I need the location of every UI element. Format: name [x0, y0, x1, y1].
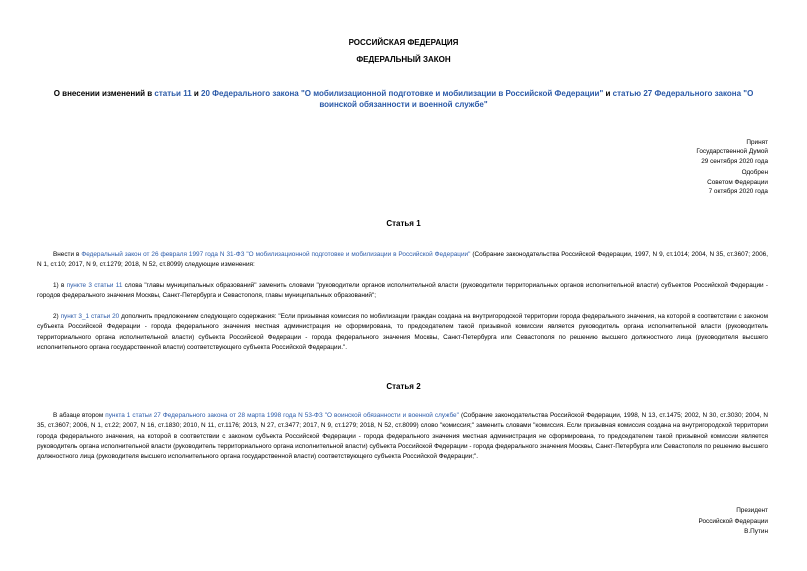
link-law-31-fz[interactable]: Федеральный закон от 26 февраля 1997 года N 31-ФЗ "О мобилизационной подготовке и мобилизации в Российской Федерации"	[81, 251, 471, 258]
article-2-heading: Статья 2	[386, 382, 421, 391]
article-2-text: В абзаце втором пункта 1 статьи 27 Федерального закона от 28 марта 1998 года N 53-ФЗ "О воинской обязанности и военной службе" (Собрание законодательства Российской Федерации, 1998, N 13, ст.1475; 2002, N 30, ст.3030; 2004, N 35, ст.3607; 2006, N 1, ст.22; 2007, N 16, ст.1830; 2010, N 11, ст.1176; 2013, N 27, ст.3477; 2017, N 9, ст.1279; 2018, N 52, ст.8099) слово "комиссия;" заменить словами "комиссия. Если призывная комиссия создана на внутригородской территории города федерального значения, на которой в соответствии с законом субъекта Российской Федерации - города федерального значения местная администрация не сформирована, то председателем такой призывной комиссии является руководитель органа исполнительной власти (руководитель территориального органа исполнительной власти) субъекта Российской Федерации - города федерального значения Москвы, Санкт-Петербурга или Севастополя по решению высшего должностного лица (руководителя высшего исполнительного органа государственной власти) соответствующего субъекта Российской Федерации;".	[37, 412, 768, 461]
adoption-line: Государственной Думой	[696, 148, 768, 156]
country-heading: РОССИЙСКАЯ ФЕДЕРАЦИЯ	[348, 38, 459, 47]
approval-date: 7 октября 2020 года	[708, 188, 768, 196]
signature-block	[568, 506, 768, 538]
adoption-date: 29 сентября 2020 года	[701, 157, 768, 165]
title-link-article-11[interactable]: статьи 11	[154, 89, 192, 98]
title-text: О внесении изменений в	[53, 89, 155, 98]
article-1-heading: Статья 1	[386, 219, 421, 228]
adoption-info	[568, 138, 768, 196]
title-link-article-27[interactable]: статью 27	[612, 89, 653, 98]
adoption-line: Принят	[746, 139, 768, 146]
link-law-53-fz[interactable]: пункта 1 статьи 27 Федерального закона от 28 марта 1998 года N 53-ФЗ "О воинской обязанности и военной службе"	[105, 412, 459, 419]
signature-title: Российской Федерации	[698, 517, 768, 525]
title-text: и	[603, 89, 613, 98]
signature-name: В.Путин	[744, 528, 768, 535]
doc-type-heading: ФЕДЕРАЛЬНЫЙ ЗАКОН	[356, 55, 451, 64]
link-article-11-point-3[interactable]: пункте 3 статьи 11	[66, 282, 123, 289]
signature-title: Президент	[736, 507, 768, 514]
approval-line: Советом Федерации	[707, 178, 768, 186]
article-1-item-1: 1) в пункте 3 статьи 11 слова "главы муниципальных образований" заменить словами "руководители органов исполнительной власти (руководители территориальных органов исполнительной власти) субъектов Российской Федерации - городов федерального значения Москвы, Санкт-Петербурга и Севастополя, главы муниципальных образований";	[37, 282, 768, 300]
link-article-20-point-3-1[interactable]: пункт 3_1 статьи 20	[60, 313, 120, 320]
title-link-mobilization-law[interactable]: 20 Федерального закона "О мобилизационной подготовке и мобилизации в Российской Федерации"	[201, 89, 604, 98]
law-title	[40, 88, 767, 110]
article-1-item-2: 2) пункт 3_1 статьи 20 дополнить предложением следующего содержания: "Если призывная комиссия по мобилизации граждан создана на внутригородской территории города федерального значения, на которой в соответствии с законом субъекта Российской Федерации - города федерального значения местная администрация не сформирована, то председателем такой призывной комиссии является руководитель органа исполнительной власти (руководитель территориального органа исполнительной власти) субъекта Российской Федерации - города федерального значения Москвы, Санкт-Петербурга или Севастополя по решению высшего должностного лица (руководителя высшего исполнительного органа государственной власти) соответствующего субъекта Российской Федерации.".	[37, 313, 768, 351]
title-link-military-duty-law[interactable]: Федерального закона "О воинской обязанности и военной службе"	[319, 89, 754, 109]
article-1-intro: Внести в Федеральный закон от 26 февраля 1997 года N 31-ФЗ "О мобилизационной подготовке и мобилизации в Российской Федерации" (Собрание законодательства Российской Федерации, 1997, N 9, ст.1014; 2004, N 35, ст.3607; 2006, N 1, ст.10; 2017, N 9, ст.1279; 2018, N 52, ст.8099) следующие изменения:	[37, 251, 768, 269]
approval-line: Одобрен	[741, 169, 768, 177]
title-text: и	[191, 89, 202, 98]
